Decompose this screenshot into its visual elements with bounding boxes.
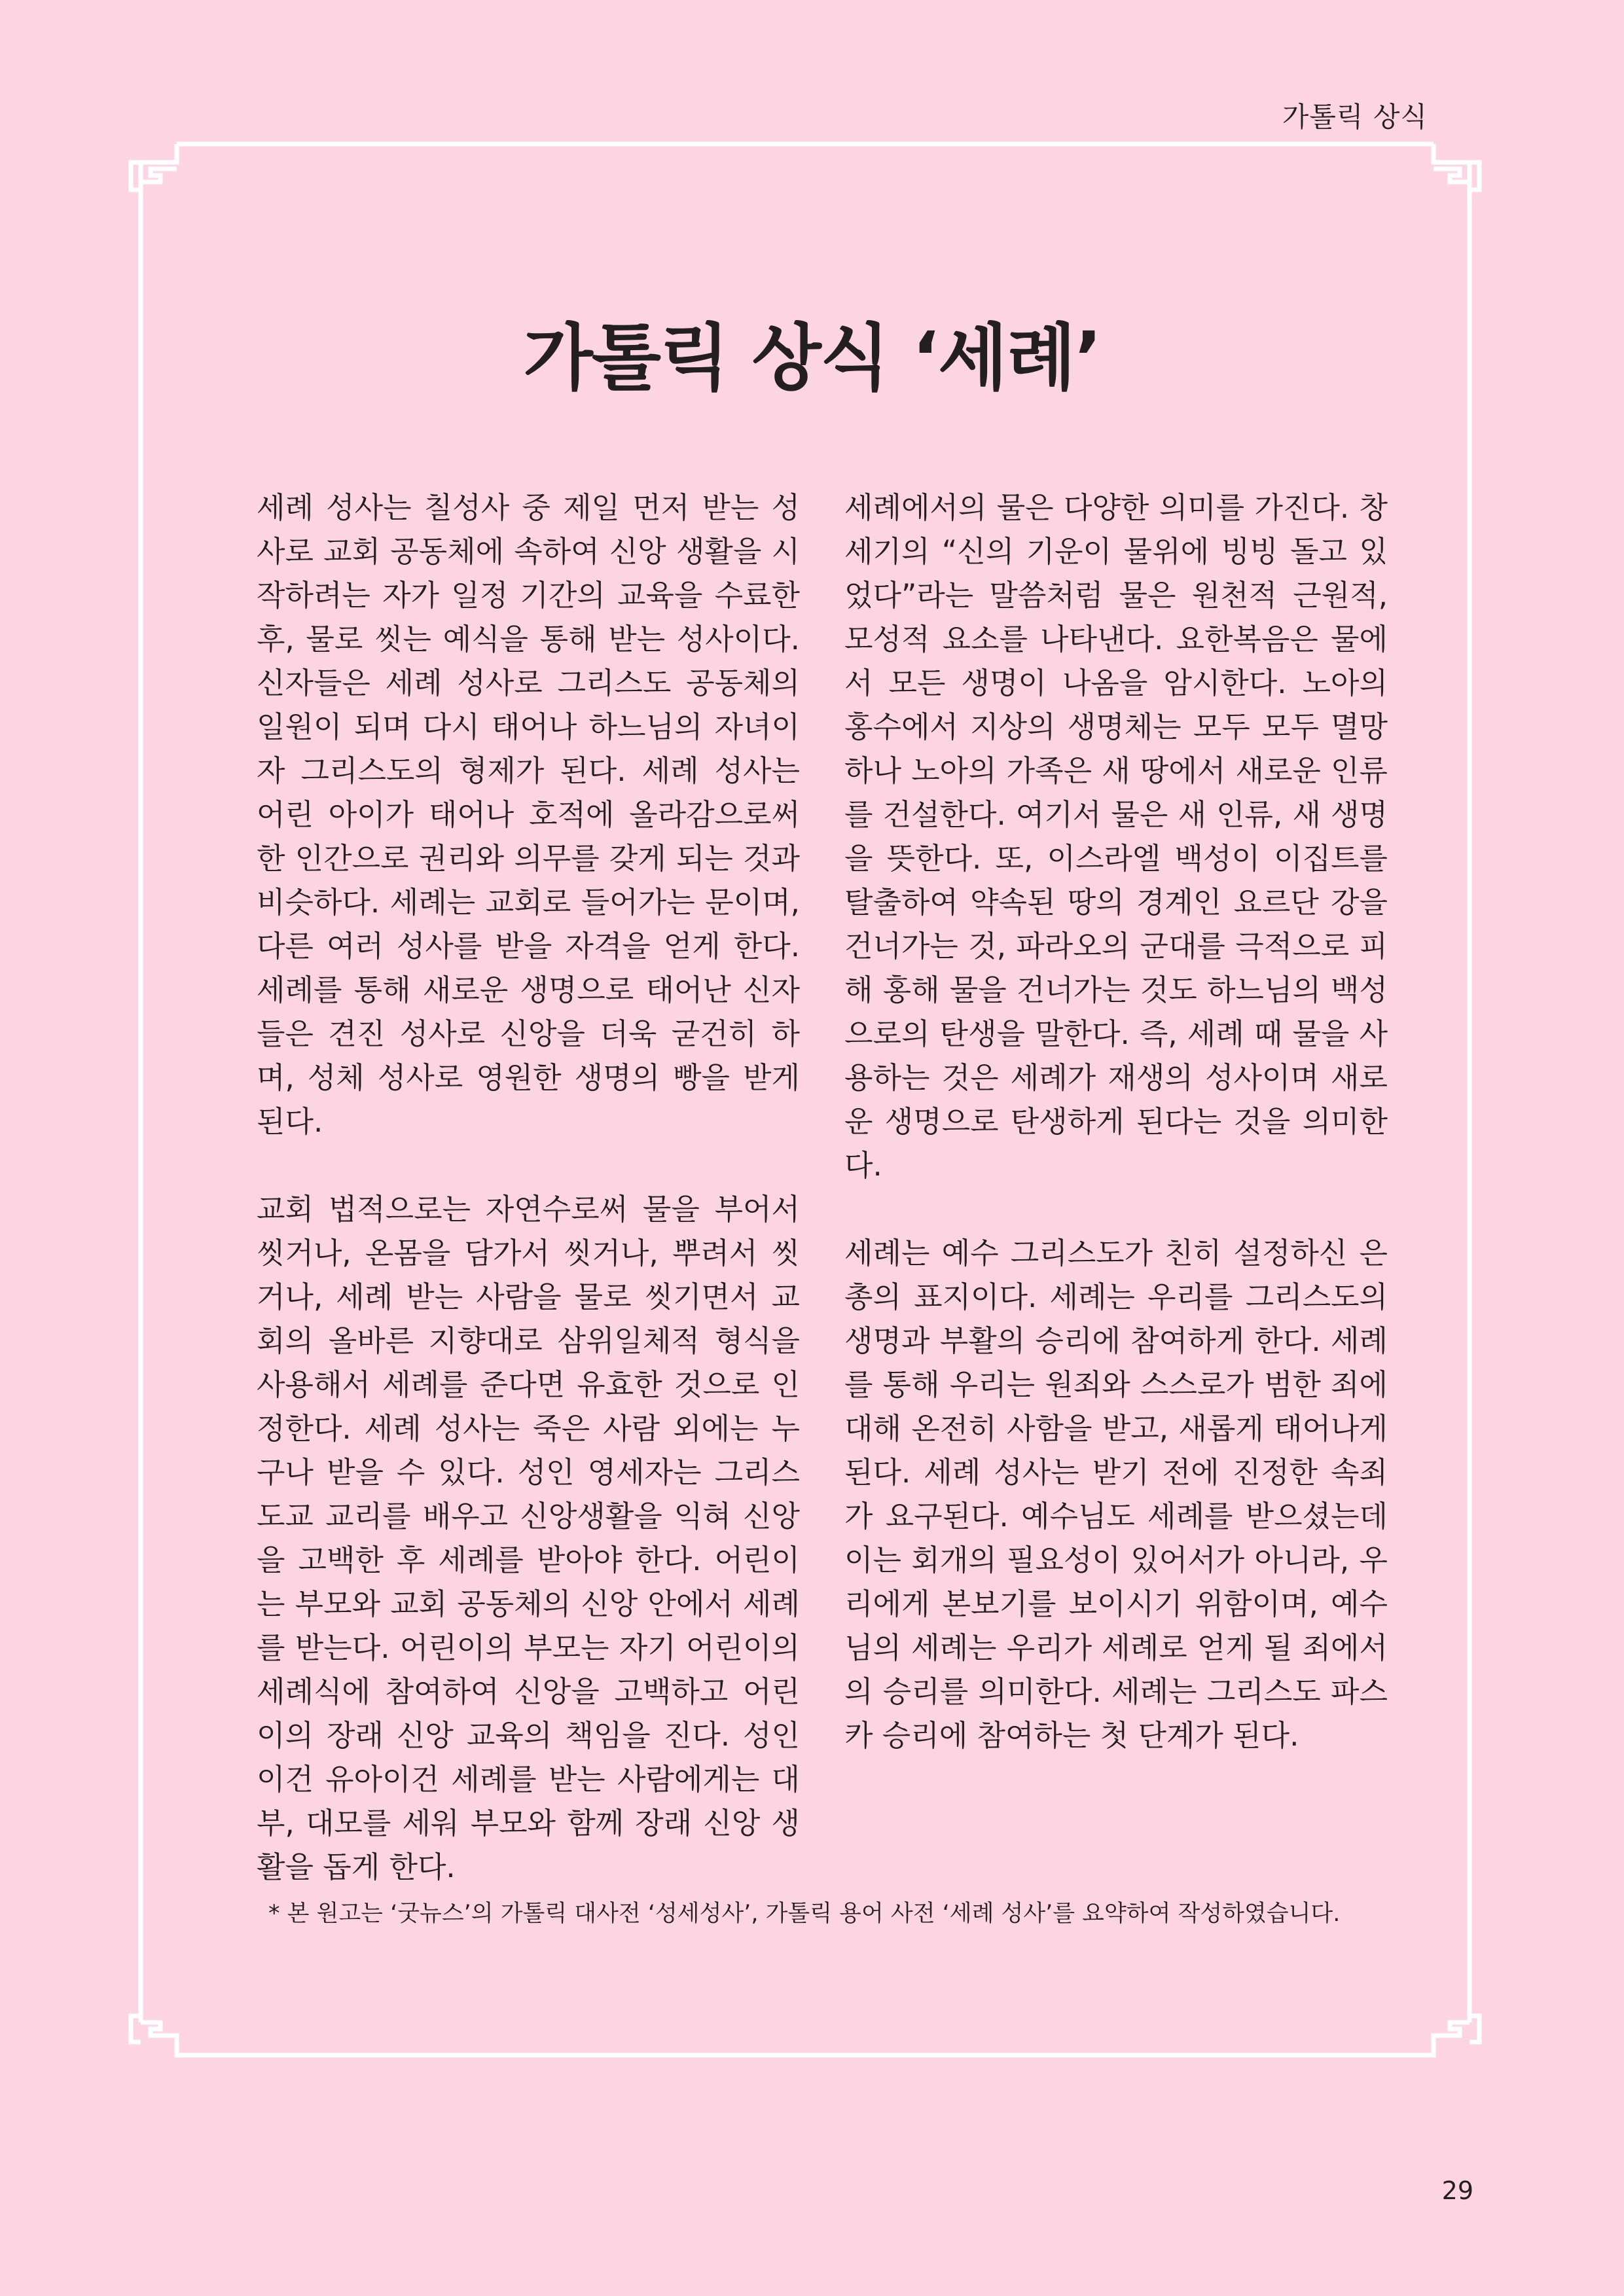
running-header: 가톨릭 상식 bbox=[1282, 101, 1428, 133]
paragraph: 세례는 예수 그리스도가 친히 설정하신 은총의 표지이다. 세례는 우리를 그리스도의 생명과 부활의 승리에 참여하게 한다. 세례를 통해 우리는 원죄와 스스로가 범한 죄에 대해 온전히 사함을 받고, 새롭게 태어나게 된다. 세례 성사는 받기 전에 진정한 속죄가 요구된다. 예수님도 세례를 받으셨는데 이는 회개의 필요성이 있어서가 아니라, 우리에게 본보기를 보이시기 위함이며, 예수님의 세례는 우리가 세례로 얻게 될 죄에서의 승리를 의미한다. 세례는 그리스도 파스카 승리에 참여하는 첫 단계가 된다. bbox=[844, 1236, 1388, 1753]
paragraph: 세례에서의 물은 다양한 의미를 가진다. 창세기의 “신의 기운이 물위에 빙빙 돌고 있었다”라는 말씀처럼 물은 원천적 근원적, 모성적 요소를 나타낸다. 요한복음은 물에서 모든 생명이 나옴을 암시한다. 노아의 홍수에서 지상의 생명체는 모두 모두 멸망하나 노아의 가족은 새 땅에서 새로운 인류를 건설한다. 여기서 물은 새 인류, 새 생명을 뜻한다. 또, 이스라엘 백성이 이집트를 탈출하여 약속된 땅의 경계인 요르단 강을 건너가는 것, 파라오의 군대를 극적으로 피해 홍해 물을 건너가는 것도 하느님의 백성으로의 탄생을 말한다. 즉, 세례 때 물을 사용하는 것은 세례가 재생의 성사이며 새로운 생명으로 탄생하게 된다는 것을 의미한다. bbox=[844, 490, 1388, 1183]
page-title: 가톨릭 상식 ‘세례’ bbox=[523, 315, 1101, 400]
footnote: * 본 원고는 ‘굿뉴스’의 가톨릭 대사전 ‘성세성사’, 가톨릭 용어 사전 ‘세례 성사’를 요약하여 작성하였습니다. bbox=[268, 1901, 1341, 1927]
paragraph: 세례 성사는 칠성사 중 제일 먼저 받는 성사로 교회 공동체에 속하여 신앙 생활을 시작하려는 자가 일정 기간의 교육을 수료한 후, 물로 씻는 예식을 통해 받는 성사이다. 신자들은 세례 성사로 그리스도 공동체의 일원이 되며 다시 태어나 하느님의 자녀이자 그리스도의 형제가 된다. 세례 성사는 어린 아이가 태어나 호적에 올라감으로써 한 인간으로 권리와 의무를 갖게 되는 것과 비슷하다. 세례는 교회로 들어가는 문이며, 다른 여러 성사를 받을 자격을 얻게 한다. 세례를 통해 새로운 생명으로 태어난 신자들은 견진 성사로 신앙을 더욱 굳건히 하며, 성체 성사로 영원한 생명의 빵을 받게 된다. bbox=[257, 490, 800, 1139]
right-column bbox=[844, 486, 1388, 1801]
paragraph: 교회 법적으로는 자연수로써 물을 부어서 씻거나, 온몸을 담가서 씻거나, 뿌려서 씻거나, 세례 받는 사람을 물로 씻기면서 교회의 올바른 지향대로 삼위일체적 형식을 사용해서 세례를 준다면 유효한 것으로 인정한다. 세례 성사는 죽은 사람 외에는 누구나 받을 수 있다. 성인 영세자는 그리스도교 교리를 배우고 신앙생활을 익혀 신앙을 고백한 후 세례를 받아야 한다. 어린이는 부모와 교회 공동체의 신앙 안에서 세례를 받는다. 어린이의 부모는 자기 어린이의 세례식에 참여하여 신앙을 고백하고 어린이의 장래 신앙 교육의 책임을 진다. 성인이건 유아이건 세례를 받는 사람에게는 대부, 대모를 세워 부모와 함께 장래 신앙 생활을 돕게 한다. bbox=[257, 1192, 800, 1884]
page-number: 29 bbox=[1441, 2176, 1473, 2205]
left-column bbox=[257, 486, 800, 1933]
